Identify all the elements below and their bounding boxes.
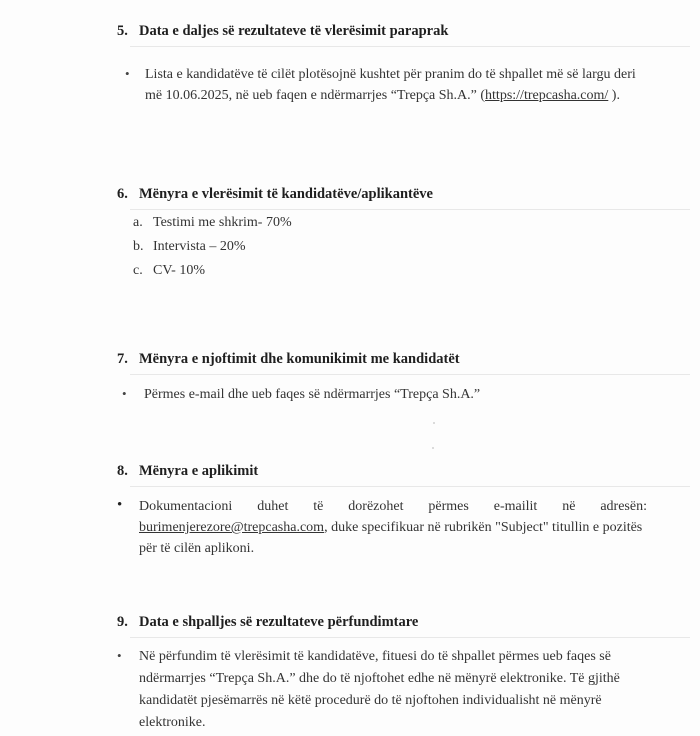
list-item-b [133, 239, 246, 255]
section-5-line-2-text: më 10.06.2025, në ueb faqen e ndërmarrjes “Trepça Sh.A.” ( [145, 88, 486, 103]
section-9-number: 9. [117, 614, 128, 630]
section-8-number: 8. [117, 463, 128, 479]
scan-speck [432, 447, 434, 449]
section-5-number: 5. [117, 23, 128, 39]
section-7-heading [117, 351, 460, 368]
section-7-title: Mënyra e njoftimit dhe komunikimit me kandidatët [139, 351, 460, 367]
section-5-line-1: Lista e kandidatëve të cilët plotësojnë kushtet për pranim do të shpallet më së largu deri [145, 67, 636, 82]
scan-speck [433, 422, 435, 424]
section-8-line-2-text: , duke specifikuar në rubrikën "Subject" titullin e pozitës [324, 520, 643, 535]
trepca-website-link[interactable]: https://trepcasha.com/ [485, 88, 609, 103]
section-8-bullet-icon: • [117, 497, 123, 513]
section-5-title: Data e daljes së rezultateve të vlerësimit paraprak [139, 23, 449, 39]
section-5-line-2-end: ). [608, 88, 620, 103]
list-item-c [133, 263, 205, 279]
section-5-heading [117, 23, 448, 40]
list-item-c-letter: c. [133, 263, 143, 278]
section-5-line-2 [145, 85, 645, 106]
section-9-heading [117, 614, 418, 631]
section-5-rule [130, 46, 690, 47]
section-8-paragraph [139, 496, 647, 559]
section-9-line-2: ndërmarrjes “Trepça Sh.A.” dhe do të njoftohet edhe në mënyrë elektronike. Të gjithë [139, 671, 620, 686]
section-6-heading [117, 186, 433, 203]
section-6-number: 6. [117, 186, 128, 202]
section-9-line-4: elektronike. [139, 715, 206, 730]
section-5-paragraph [145, 64, 645, 106]
section-7-bullet-icon: • [122, 386, 127, 401]
section-7-rule [130, 374, 690, 375]
section-8-rule [130, 486, 690, 487]
section-5-bullet-icon: • [125, 66, 130, 81]
section-9-line-3: kandidatët pjesëmarrës në këtë procedurë do të njoftohen individualisht në mënyrë [139, 693, 602, 708]
section-9-bullet-icon: • [117, 648, 122, 663]
section-9-paragraph [139, 646, 669, 734]
section-6-rule [130, 209, 690, 210]
list-item-b-letter: b. [133, 239, 144, 254]
email-link[interactable]: burimenjerezore@trepcasha.com [139, 520, 325, 535]
section-8-line-3: për të cilën aplikoni. [139, 541, 255, 556]
list-item-c-text: CV- 10% [153, 263, 205, 278]
section-7-paragraph: Përmes e-mail dhe ueb faqes së ndërmarrjes “Trepça Sh.A.” [144, 387, 481, 402]
section-9-title: Data e shpalljes së rezultateve përfundimtare [139, 614, 419, 630]
section-8-heading [117, 463, 258, 480]
section-8-line-1: Dokumentacioni duhet të dorëzohet përmes e-mailit në adresën: [139, 499, 647, 514]
list-item-a-letter: a. [133, 215, 143, 230]
list-item-a [133, 215, 292, 231]
section-8-title: Mënyra e aplikimit [139, 463, 259, 479]
section-9-line-1: Në përfundim të vlerësimit të kandidatëve, fituesi do të shpallet përmes ueb faqes së [139, 649, 611, 664]
list-item-a-text: Testimi me shkrim- 70% [153, 215, 292, 230]
list-item-b-text: Intervista – 20% [153, 239, 246, 254]
section-6-title: Mënyra e vlerësimit të kandidatëve/aplikantëve [139, 186, 433, 202]
section-8-line-2 [139, 517, 647, 538]
section-9-rule [130, 637, 690, 638]
section-7-number: 7. [117, 351, 128, 367]
